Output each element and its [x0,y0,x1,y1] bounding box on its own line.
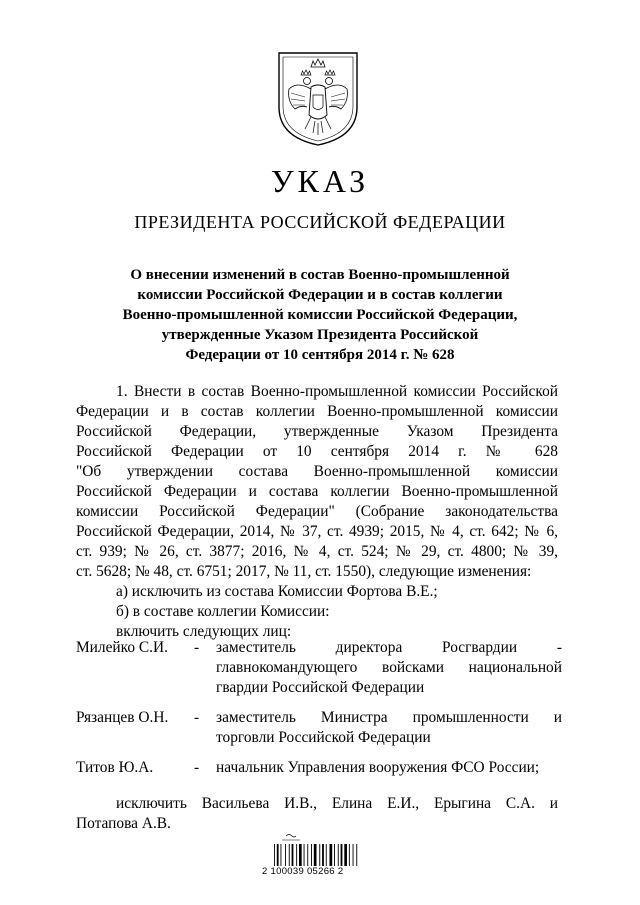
person-dash: - [194,709,200,726]
person-position [216,708,562,748]
paragraph-line: "Об утверждении состава Военно-промышленной комиссии [76,463,558,480]
heading-line: комиссии Российской Федерации и в состав коллегии [137,287,503,303]
heading-line: О внесении изменений в состав Военно-промышленной [130,267,510,283]
barcode-icon [272,832,372,888]
exclude-line: Потапова А.В. [76,815,171,832]
person-row [76,708,562,748]
heading-line: Федерации от 10 сентября 2014 г. № 628 [185,347,455,363]
paragraph-line: Российской Федерации от 10 сентября 2014 г. № 628 [76,443,558,460]
person-dash: - [194,639,200,656]
exclude-section [76,794,558,834]
person-position [216,638,562,698]
person-row [76,638,562,698]
paragraph-line: 1. Внести в состав Военно-промышленной комиссии Российской [116,383,558,400]
paragraph-line: комиссии Российской Федерации" (Собрание законодательства [76,503,558,520]
position-line: торговли Российской Федерации [216,729,431,746]
person-position [216,758,562,778]
person-name: Рязанцев О.Н. [76,709,169,726]
decree-heading [90,265,550,365]
persons-list [76,638,562,788]
decree-body [76,382,558,642]
paragraph-line: ст. 5628; № 48, ст. 6751; 2017, № 11, ст. 1550), следующие изменения: [76,563,532,580]
position-line: заместитель директора Росгвардии - [216,639,562,656]
paragraph-line: Федерации и в состав коллегии Военно-промышленной комиссии [76,403,558,420]
heading-line: утвержденные Указом Президента Российской [161,327,479,343]
position-line: заместитель Министра промышленности и [216,709,562,726]
person-dash: - [194,759,200,776]
position-line: главнокомандующего войсками национальной [216,659,562,676]
position-line: гвардии Российской Федерации [216,679,425,696]
item-b: б) в составе коллегии Комиссии: [116,603,330,620]
barcode-number: 2 100039 05266 2 [262,866,344,877]
decree-subtitle: ПРЕЗИДЕНТА РОССИЙСКОЙ ФЕДЕРАЦИИ [134,212,506,232]
person-name: Титов Ю.А. [76,759,154,776]
paragraph-line: Российской Федерации и состава коллегии Военно-промышленной [76,483,558,500]
coat-of-arms-emblem-icon [271,45,365,149]
decree-title: УКАЗ [270,163,370,199]
position-line: начальник Управления вооружения ФСО России; [216,759,540,776]
item-a: а) исключить из состава Комиссии Фортова В.Е.; [116,583,438,600]
exclude-line: исключить Васильева И.В., Елина Е.И., Ерыгина С.А. и [116,795,558,812]
person-row [76,758,562,778]
paragraph-line: Российской Федерации, 2014, № 37, ст. 4939; 2015, № 4, ст. 642; № 6, [76,523,558,540]
heading-line: Военно-промышленной комиссии Российской Федерации, [122,307,518,323]
include-intro: включить следующих лиц: [116,623,292,640]
person-name: Милейко С.И. [76,639,168,656]
paragraph-line: ст. 939; № 26, ст. 3877; 2016, № 4, ст. 524; № 29, ст. 4800; № 39, [76,543,558,560]
paragraph-line: Российской Федерации, утвержденные Указом Президента [76,423,558,440]
